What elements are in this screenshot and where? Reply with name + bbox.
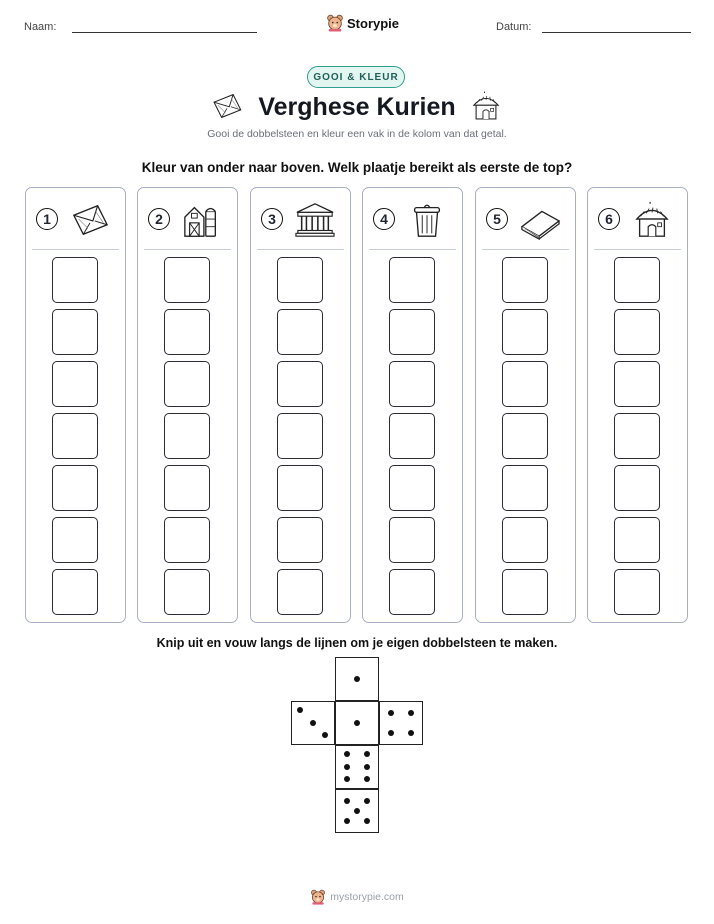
dice-pip — [408, 730, 414, 736]
column-6 — [587, 187, 688, 623]
column-divider — [482, 249, 569, 250]
color-cell[interactable] — [614, 309, 660, 355]
column-1 — [25, 187, 126, 623]
dice-face-4 — [379, 701, 423, 745]
name-line[interactable] — [72, 32, 257, 33]
dice-pip — [364, 751, 370, 757]
color-cell[interactable] — [502, 465, 548, 511]
color-cell[interactable] — [502, 309, 548, 355]
color-cell[interactable] — [164, 257, 210, 303]
column-number: 5 — [486, 208, 508, 230]
page-title: Verghese Kurien — [258, 93, 456, 121]
building-icon — [293, 200, 337, 240]
color-cell[interactable] — [614, 569, 660, 615]
color-cell[interactable] — [389, 413, 435, 459]
dice-face-1 — [335, 657, 379, 701]
color-cell[interactable] — [389, 361, 435, 407]
dice-pip — [344, 751, 350, 757]
color-cell[interactable] — [277, 465, 323, 511]
book-icon — [518, 200, 562, 240]
dice-pip — [354, 676, 360, 682]
dice-pip — [354, 808, 360, 814]
name-label: Naam: — [24, 21, 57, 33]
color-cell[interactable] — [277, 517, 323, 563]
column-4 — [362, 187, 463, 623]
column-divider — [594, 249, 681, 250]
brand-logo — [326, 13, 399, 33]
date-line[interactable] — [542, 32, 691, 33]
dice-pip — [364, 818, 370, 824]
color-cell[interactable] — [164, 465, 210, 511]
dice-pip — [344, 776, 350, 782]
color-cell[interactable] — [614, 465, 660, 511]
bear-mascot-icon — [326, 13, 344, 33]
column-2 — [137, 187, 238, 623]
dice-pip — [297, 707, 303, 713]
color-cell[interactable] — [614, 361, 660, 407]
color-cell[interactable] — [502, 361, 548, 407]
color-cell[interactable] — [277, 257, 323, 303]
color-cell[interactable] — [164, 569, 210, 615]
column-divider — [369, 249, 456, 250]
dice-pip — [388, 710, 394, 716]
bear-mascot-icon — [310, 888, 326, 906]
color-cell[interactable] — [614, 257, 660, 303]
brand-name: Storypie — [347, 15, 400, 31]
color-cell[interactable] — [164, 413, 210, 459]
color-cell[interactable] — [389, 257, 435, 303]
color-cell[interactable] — [52, 361, 98, 407]
column-number: 3 — [261, 208, 283, 230]
column-number: 2 — [148, 208, 170, 230]
subtitle: Gooi de dobbelsteen en kleur een vak in de kolom van dat getal. — [207, 128, 507, 140]
date-label: Datum: — [496, 21, 532, 33]
dice-face-1 — [335, 701, 379, 745]
color-cell[interactable] — [52, 517, 98, 563]
dice-pip — [408, 710, 414, 716]
dice-pip — [364, 764, 370, 770]
color-cell[interactable] — [614, 517, 660, 563]
column-divider — [257, 249, 344, 250]
color-cell[interactable] — [502, 413, 548, 459]
barn-icon — [180, 200, 224, 240]
hut-icon — [469, 90, 503, 122]
dice-pip — [364, 776, 370, 782]
color-cell[interactable] — [52, 257, 98, 303]
color-cell[interactable] — [164, 361, 210, 407]
color-cell[interactable] — [277, 309, 323, 355]
color-cell[interactable] — [52, 465, 98, 511]
dice-pip — [364, 798, 370, 804]
color-cell[interactable] — [277, 569, 323, 615]
footer — [0, 888, 714, 906]
cut-instruction: Knip uit en vouw langs de lijnen om je eigen dobbelsteen te maken. — [156, 636, 558, 650]
color-cell[interactable] — [389, 517, 435, 563]
dice-face-6 — [335, 745, 379, 789]
dice-pip — [344, 798, 350, 804]
column-3 — [250, 187, 351, 623]
envelope-icon — [68, 200, 112, 240]
color-cell[interactable] — [389, 465, 435, 511]
dice-face-3 — [291, 701, 335, 745]
dice-face-5 — [335, 789, 379, 833]
activity-badge: GOOI & KLEUR — [307, 66, 405, 88]
color-cell[interactable] — [164, 517, 210, 563]
color-cell[interactable] — [52, 309, 98, 355]
dice-pip — [354, 720, 360, 726]
hut-icon — [630, 200, 674, 240]
dice-pip — [344, 818, 350, 824]
dice-pip — [310, 720, 316, 726]
footer-url: mystorypie.com — [330, 891, 404, 903]
trash-can-icon — [405, 200, 449, 240]
dice-pip — [322, 732, 328, 738]
column-number: 6 — [598, 208, 620, 230]
color-cell[interactable] — [389, 569, 435, 615]
color-cell[interactable] — [277, 413, 323, 459]
column-number: 4 — [373, 208, 395, 230]
color-cell[interactable] — [389, 309, 435, 355]
color-cell[interactable] — [277, 361, 323, 407]
color-cell[interactable] — [164, 309, 210, 355]
column-number: 1 — [36, 208, 58, 230]
color-cell[interactable] — [502, 517, 548, 563]
color-cell[interactable] — [614, 413, 660, 459]
column-divider — [32, 249, 119, 250]
color-cell[interactable] — [502, 569, 548, 615]
column-5 — [475, 187, 576, 623]
color-cell[interactable] — [52, 413, 98, 459]
dice-pip — [344, 764, 350, 770]
color-cell[interactable] — [502, 257, 548, 303]
dice-pip — [388, 730, 394, 736]
column-divider — [144, 249, 231, 250]
color-cell[interactable] — [52, 569, 98, 615]
instruction: Kleur van onder naar boven. Welk plaatje bereikt als eerste de top? — [141, 160, 573, 175]
